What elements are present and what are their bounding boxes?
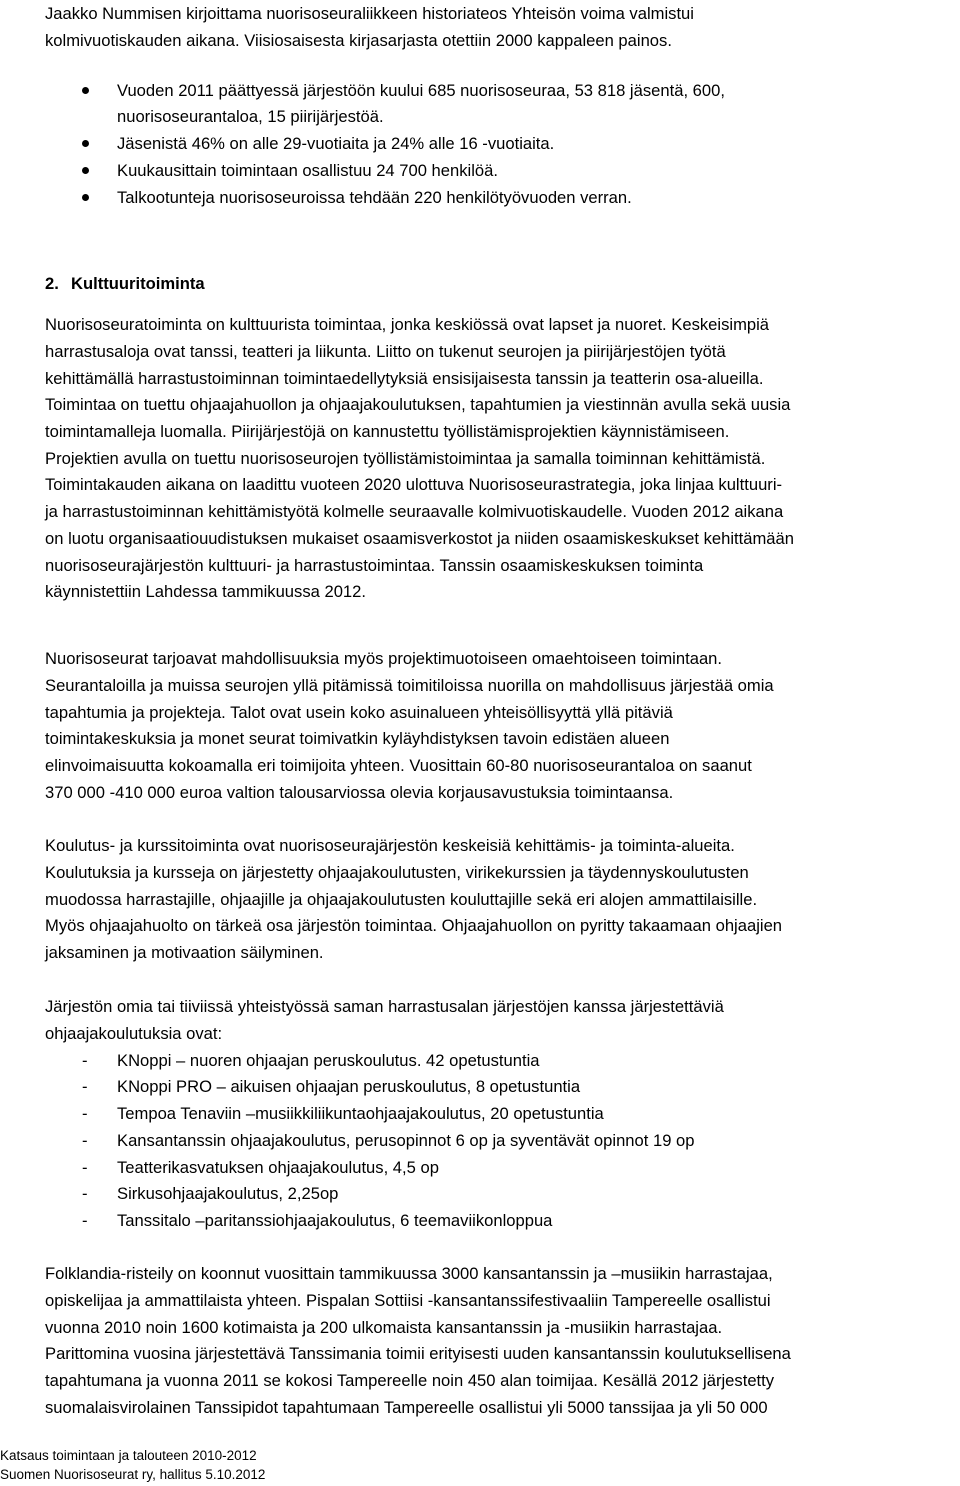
bullet-dot-icon (82, 194, 89, 201)
para1-line: ja harrastustoiminnan kehittämistyötä kolmelle seuraavalle kolmivuotiskaudelle. Vuoden 2012 aikana (45, 502, 784, 521)
para1-line: Toimintaa on tuettu ohjaajahuollon ja ohjaajakoulutuksen, tapahtumien ja viestinnän avulla sekä uusia (45, 395, 791, 414)
course-item: KNoppi – nuoren ohjaajan peruskoulutus. 42 opetustuntia (117, 1051, 540, 1070)
para3-line: Koulutuksia ja kursseja on järjestetty ohjaajakoulutusten, virikekurssien ja täydennyskoulutusten (45, 863, 749, 882)
para1-line: toimintamalleja luomalla. Piirijärjestöjä on kannustettu työllistämisprojektien käynnistämiseen. (45, 422, 730, 441)
para2-line: elinvoimaisuutta kokoamalla eri toimijoita yhteen. Vuosittain 60-80 nuorisoseurantaloa on saanut (45, 756, 752, 775)
course-item: Sirkusohjaajakoulutus, 2,25op (117, 1184, 339, 1203)
para1-line: Nuorisoseuratoiminta on kulttuurista toimintaa, jonka keskiössä ovat lapset ja nuoret. Keskeisimpiä (45, 315, 770, 334)
intro-line-2: kolmivuotiskauden aikana. Viisiosaisesta kirjasarjasta otettiin 2000 kappaleen painos. (45, 31, 672, 50)
para1-line: on luotu organisaatiouudistuksen mukaiset osaamisverkostot ja niiden osaamiskeskukset kehittämään (45, 529, 794, 548)
course-item: Tanssitalo –paritanssiohjaajakoulutus, 6 teemaviikonloppua (117, 1211, 553, 1230)
course-item: Teatterikasvatuksen ohjaajakoulutus, 4,5 op (117, 1158, 439, 1177)
para2-line: 370 000 -410 000 euroa valtion talousarviossa olevia korjausavustuksia toimintaansa. (45, 783, 674, 802)
bullet-4: Talkootunteja nuorisoseuroissa tehdään 220 henkilötyövuoden verran. (117, 188, 632, 207)
para2-line: Seurantaloilla ja muissa seurojen yllä pitämissä toimitiloissa nuorilla on mahdollisuus järjestää omia (45, 676, 774, 695)
bullet-dot-icon (82, 140, 89, 147)
footer-line-2: Suomen Nuorisoseurat ry, hallitus 5.10.2012 (0, 1467, 266, 1482)
para3-line: Myös ohjaajahuolto on tärkeä osa järjestön toimintaa. Ohjaajahuollon on pyritty takaamaan ohjaajien (45, 916, 783, 935)
para2-line: tapahtumia ja projekteja. Talot ovat usein koko asuinalueen yhteisöllisyyttä yllä pitäviä (45, 703, 673, 722)
para3-line: muodossa harrastajille, ohjaajille ja ohjaajakoulutusten kouluttajille sekä eri alojen ammattilaisille. (45, 890, 758, 909)
para1-line: Toimintakauden aikana on laadittu vuoteen 2020 ulottuva Nuorisoseurastrategia, joka linjaa kulttuuri- (45, 475, 783, 494)
para1-line: käynnistettiin Lahdessa tammikuussa 2012. (45, 582, 366, 601)
bullet-1-line-2: nuorisoseurantaloa, 15 piirijärjestöä. (117, 107, 384, 126)
para4-line: Järjestön omia tai tiiviissä yhteistyössä saman harrastusalan järjestöjen kanssa järjestettäviä (45, 997, 724, 1016)
para3-line: jaksaminen ja motivaation säilyminen. (45, 943, 324, 962)
course-item: Kansantanssin ohjaajakoulutus, perusopinnot 6 op ja syventävät opinnot 19 op (117, 1131, 695, 1150)
course-item: KNoppi PRO – aikuisen ohjaajan peruskoulutus, 8 opetustuntia (117, 1077, 581, 1096)
para1-line: harrastusaloja ovat tanssi, teatteri ja liikunta. Liitto on tukenut seurojen ja piirijärjestöjen työtä (45, 342, 726, 361)
list-dash: - (82, 1211, 88, 1230)
list-dash: - (82, 1184, 88, 1203)
para1-line: Projektien avulla on tuettu nuorisoseurojen työllistämistoimintaa ja samalla toiminnan kehittämistä. (45, 449, 766, 468)
para5-line: Folklandia-risteily on koonnut vuosittain tammikuussa 3000 kansantanssin ja –musiikin harrastajaa, (45, 1264, 773, 1283)
list-dash: - (82, 1104, 88, 1123)
bullet-dot-icon (82, 87, 89, 94)
list-dash: - (82, 1131, 88, 1150)
list-dash: - (82, 1158, 88, 1177)
intro-line-1: Jaakko Nummisen kirjoittama nuorisoseuraliikkeen historiateos Yhteisön voima valmistui (45, 4, 694, 23)
para1-line: nuorisoseurajärjestön kulttuuri- ja harrastustoimintaa. Tanssin osaamiskeskuksen toiminta (45, 556, 704, 575)
para5-line: Parittomina vuosina järjestettävä Tanssimania toimii erityisesti uuden kansantanssin koulutuksellisena (45, 1344, 791, 1363)
list-dash: - (82, 1077, 88, 1096)
para5-line: opiskelijaa ja ammattilaista yhteen. Pispalan Sottiisi -kansantanssifestivaaliin Tampereelle osallistui (45, 1291, 771, 1310)
para4-line: ohjaajakoulutuksia ovat: (45, 1024, 223, 1043)
footer-line-1: Katsaus toimintaan ja talouteen 2010-2012 (0, 1448, 257, 1463)
para5-line: tapahtumana ja vuonna 2011 se kokosi Tampereelle noin 450 alan toimijaa. Kesällä 2012 järjestetty (45, 1371, 775, 1390)
bullet-dot-icon (82, 167, 89, 174)
para1-line: kehittämällä harrastustoiminnan toimintaedellytyksiä ensisijaisesta tanssin ja teatterin osa-alueilla. (45, 369, 764, 388)
list-dash: - (82, 1051, 88, 1070)
section-title: Kulttuuritoiminta (71, 274, 205, 293)
para2-line: Nuorisoseurat tarjoavat mahdollisuuksia myös projektimuotoiseen omaehtoiseen toimintaan. (45, 649, 723, 668)
course-item: Tempoa Tenaviin –musiikkiliikuntaohjaajakoulutus, 20 opetustuntia (117, 1104, 604, 1123)
para5-line: suomalaisvirolainen Tanssipidot tapahtumaan Tampereelle osallistui yli 5000 tanssijaa ja yli 50 000 (45, 1398, 768, 1417)
para3-line: Koulutus- ja kurssitoiminta ovat nuorisoseurajärjestön keskeisiä kehittämis- ja toiminta-alueita. (45, 836, 735, 855)
para5-line: vuonna 2010 noin 1600 kotimaista ja 200 ulkomaista kansantanssin ja -musiikin harrastajaa. (45, 1318, 723, 1337)
bullet-1-line-1: Vuoden 2011 päättyessä järjestöön kuului 685 nuorisoseuraa, 53 818 jäsentä, 600, (117, 81, 725, 100)
bullet-3: Kuukausittain toimintaan osallistuu 24 700 henkilöä. (117, 161, 498, 180)
para2-line: toimintakeskuksia ja monet seurat toimivatkin kyläyhdistyksen tavoin edistäen alueen (45, 729, 670, 748)
section-number: 2. (45, 274, 59, 293)
bullet-2: Jäsenistä 46% on alle 29-vuotiaita ja 24% alle 16 -vuotiaita. (117, 134, 555, 153)
